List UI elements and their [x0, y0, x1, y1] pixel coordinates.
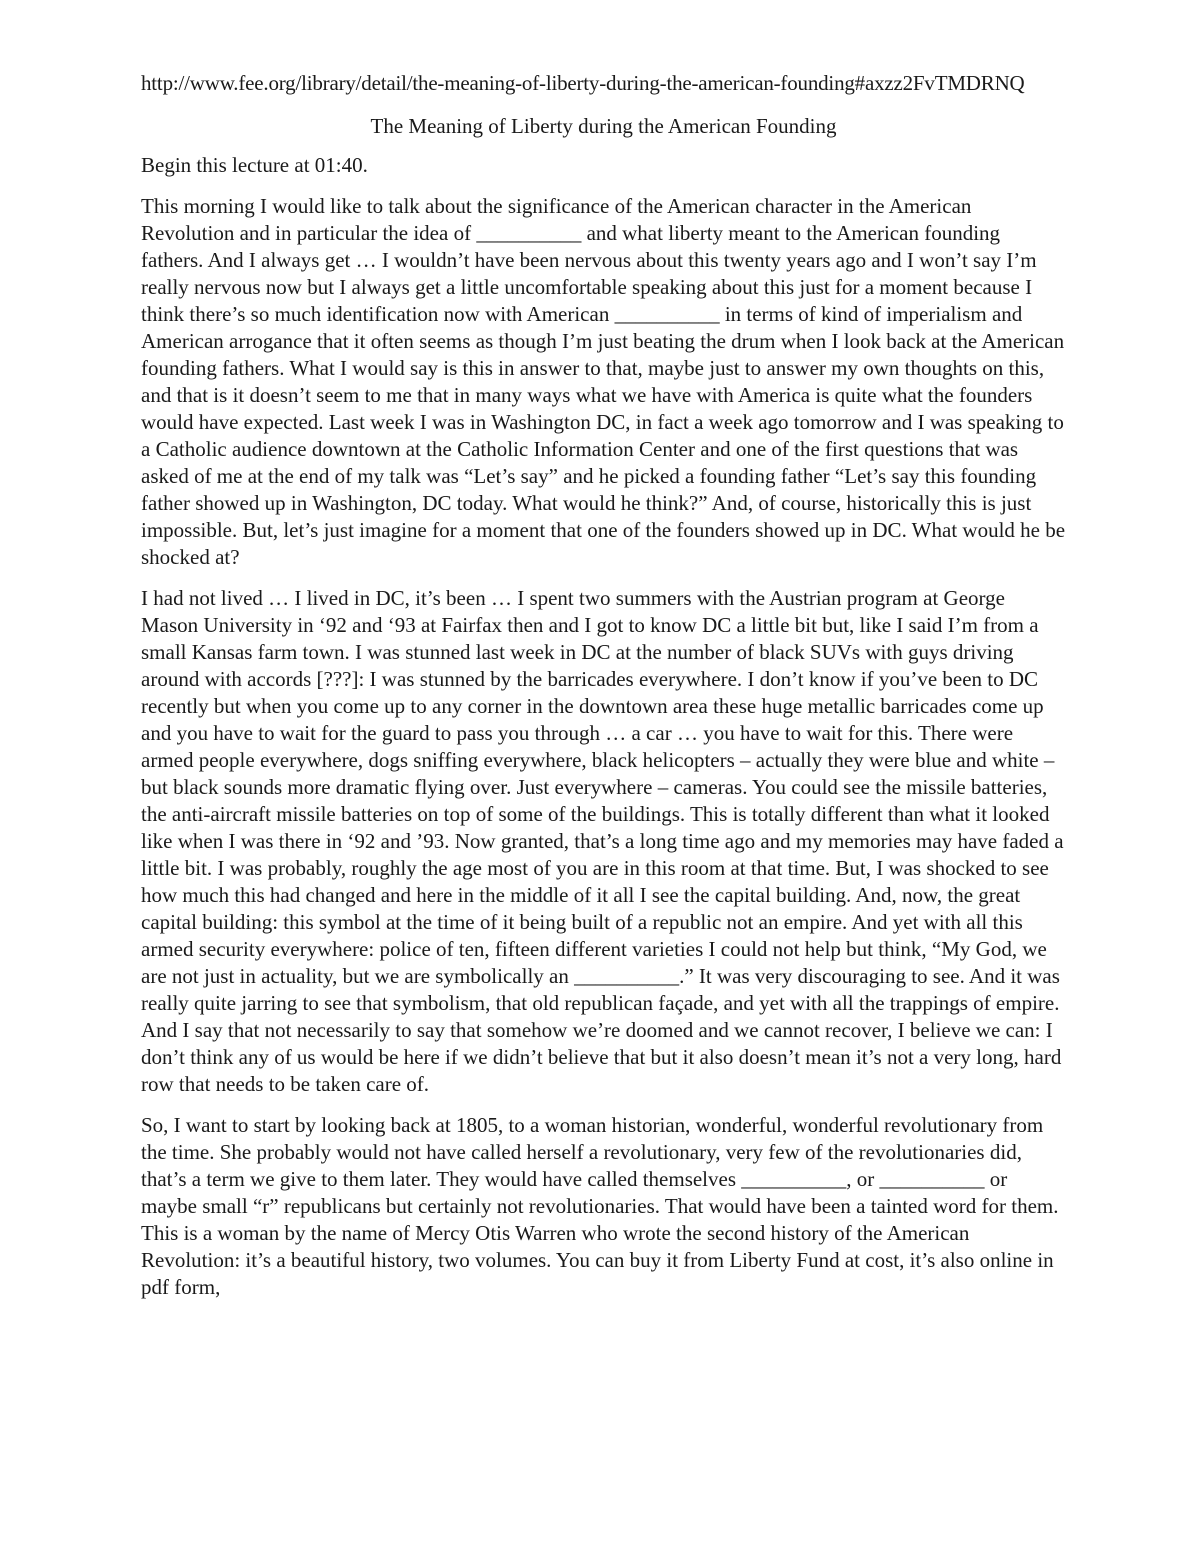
paragraph-mercy-otis-warren: So, I want to start by looking back at 1805, to a woman historian, wonderful, wonderful revolutionary from the time. She probably would not have called herself a revolutionary, very few of the revolutionaries did, that’s a term we give to them later. They would have called themselves __________, or __________ or maybe small “r” republicans but certainly not revolutionaries. That would have been a tainted word for them. This is a woman by the name of Mercy Otis Warren who wrote the second history of the American Revolution: it’s a beautiful history, two volumes. You can buy it from Liberty Fund at cost, it’s also online in pdf form, — [141, 1113, 1059, 1299]
paragraph-introduction: This morning I would like to talk about the significance of the American character in the American Revolution and in particular the idea of __________ and what liberty meant to the American founding fathers. And I always get … I wouldn’t have been nervous about this twenty years ago and I won’t say I’m really nervous now but I always get a little uncomfortable speaking about this just for a moment because I think there’s so much identification now with American __________ in terms of kind of imperialism and American arrogance that it often seems as though I’m just beating the drum when I look back at the American founding fathers. What I would say is this in answer to that, maybe just to answer my own thoughts on this, and that is it doesn’t seem to me that in many ways what we have with America is quite what the founders would have expected. Last week I was in Washington DC, in fact a week ago tomorrow and I was speaking to a Catholic audience downtown at the Catholic Information Center and one of the first questions that was asked of me at the end of my talk was “Let’s say” and he picked a founding father “Let’s say this founding father showed up in Washington, DC today. What would he think?” And, of course, historically this is just impossible. But, let’s just imagine for a moment that one of the founders showed up in DC. What would he be shocked at? — [141, 194, 1066, 569]
paragraph-dc-visit: I had not lived … I lived in DC, it’s been … I spent two summers with the Austrian program at George Mason University in ‘92 and ‘93 at Fairfax then and I got to know DC a little bit but, like I said I’m from a small Kansas farm town. I was stunned last week in DC at the number of black SUVs with guys driving around with accords [???]: I was stunned by the barricades everywhere. I don’t know if you’ve been to DC recently but when you come up to any corner in the downtown area these huge metallic barricades come up and you have to wait for the guard to pass you through … a car … you have to wait for this. There were armed people everywhere, dogs sniffing everywhere, black helicopters – actually they were blue and white – but black sounds more dramatic flying over. Just everywhere – cameras. You could see the missile batteries, the anti-aircraft missile batteries on top of some of the buildings. This is totally different than what it looked like when I was there in ‘92 and ’93. Now granted, that’s a long time ago and my memories may have faded a little bit. I was probably, roughly the age most of you are in this room at that time. But, I was shocked to see how much this had changed and here in the middle of it all I see the capital building. And, now, the great capital building: this symbol at the time of it being built of a republic not an empire. And yet with all this armed security everywhere: police of ten, fifteen different varieties I could not help but think, “My God, we are not just in actuality, but we are symbolically an __________.” It was very discouraging to see. And it was really quite jarring to see that symbolism, that old republican façade, and yet with all the trappings of empire. And I say that not necessarily to say that somehow we’re doomed and we cannot recover, I believe we can: I don’t think any of us would be here if we didn’t believe that but it also doesn’t mean it’s not a very long, hard row that needs to be taken care of. — [141, 586, 1064, 1096]
paragraph-start-time: Begin this lecture at 01:40. — [141, 153, 368, 177]
document-body — [141, 70, 1066, 1301]
document-title: The Meaning of Liberty during the American Founding — [370, 114, 837, 138]
source-url: http://www.fee.org/library/detail/the-meaning-of-liberty-during-the-american-founding#axzz2FvTMDRNQ — [141, 71, 1025, 95]
